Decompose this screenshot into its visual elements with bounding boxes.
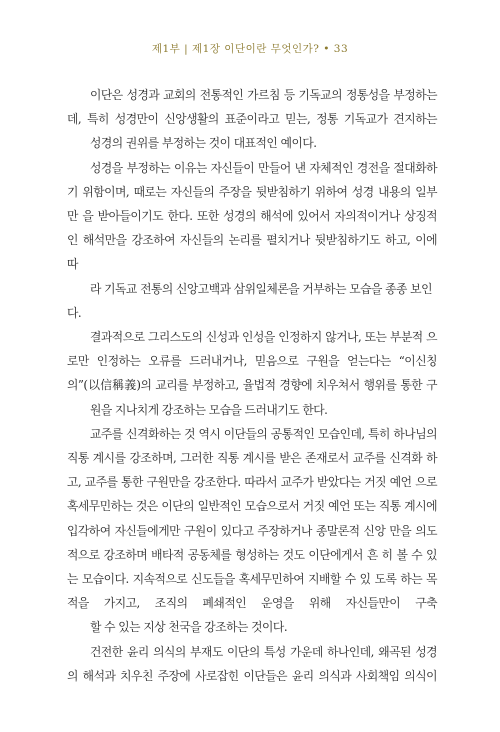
text-line: 교주를 신격화하는 것 역시 이단들의 공통적인 모습인데, 특히 하나님의 <box>90 426 437 441</box>
text-line: 위함이며, 때로는 자신들의 주장을 뒷받침하기 위하여 성경 내용의 일부만 <box>67 184 438 224</box>
text-line: 원을 지나치게 강조하는 모습을 드러내기도 한다. <box>90 402 328 417</box>
text-line: 을 받아들이기도 한다. 또한 성경의 해석에 있어서 자의적이거나 상징적인 <box>67 209 438 248</box>
text-line: 데, 특히 성경만이 신앙생활의 표준이라고 믿는, 정통 기독교가 견지하는 <box>67 112 437 127</box>
text-line: 히 볼 수 있는 모습이다. 지속적으로 신도들을 혹세무민하여 지배할 수 있 <box>67 547 437 587</box>
text-line: 라 기독교 전통의 신앙고백과 삼위일체론을 거부하는 모습을 종종 보인다. <box>67 281 432 320</box>
paragraph <box>67 156 437 325</box>
text-line: 하고, 교주를 통한 구원만을 강조한다. 따라서 교주가 받았다는 거짓 예언 <box>67 451 438 490</box>
text-line: 계시에 입각하여 자신들에게만 구원이 있다고 주장하거나 종말론적 신앙 <box>67 499 437 538</box>
text-line: 으로 혹세무민하는 것은 이단의 일반적인 모습으로서 거짓 예언 또는 직통 <box>67 475 438 514</box>
text-line: 할 수 있는 지상 천국을 강조하는 것이다. <box>90 620 288 635</box>
text-line: 도록 하는 목적을 가지고, 조직의 폐쇄적인 운영을 위해 자신들만이 구축 <box>67 572 438 611</box>
text-line: 해석만을 강조하여 자신들의 논리를 펼치거나 뒷받침하기도 하고, 이에 따 <box>67 233 437 272</box>
text-line: 결과적으로 그리스도의 신성과 인성을 인정하지 않거나, 또는 부분적 <box>90 330 423 345</box>
paragraph <box>67 422 437 640</box>
paragraph <box>67 640 437 688</box>
text-line: 의”(以信稱義)의 교리를 부정하고, 율법적 경향에 치우쳐서 행위를 통한 구 <box>67 378 437 393</box>
running-header: 제1부 | 제1장 이단이란 무엇인가? • 33 <box>151 43 349 55</box>
text-line: 만을 의도적으로 강조하며 배타적 공동체를 형성하는 것도 이단에게서 흔 <box>67 523 437 562</box>
body-text <box>67 83 437 688</box>
paragraph <box>67 325 437 422</box>
text-line: 이단은 성경과 교회의 전통적인 가르침 등 기독교의 정통성을 부정하는 <box>90 88 437 102</box>
text-line: 으로만 인정하는 오류를 드러내거나, 믿음으로 구원을 얻는다는 “이신칭 <box>67 330 437 369</box>
text-line: 건전한 윤리 의식의 부재도 이단의 특성 가운데 하나인데, 왜곡된 성경 <box>90 644 437 659</box>
paragraph <box>67 83 437 156</box>
text-line: 의 해석과 치우친 주장에 사로잡힌 이단들은 윤리 의식과 사회책임 의식이 <box>67 668 437 683</box>
text-line: 직통 계시를 강조하며, 그러한 직통 계시를 받은 존재로서 교주를 신격화 <box>67 451 423 466</box>
text-line: 성경의 권위를 부정하는 것이 대표적인 예이다. <box>90 136 317 151</box>
text-line: 성경을 부정하는 이유는 자신들이 만들어 낸 자체적인 경전을 절대화하기 <box>67 160 437 199</box>
